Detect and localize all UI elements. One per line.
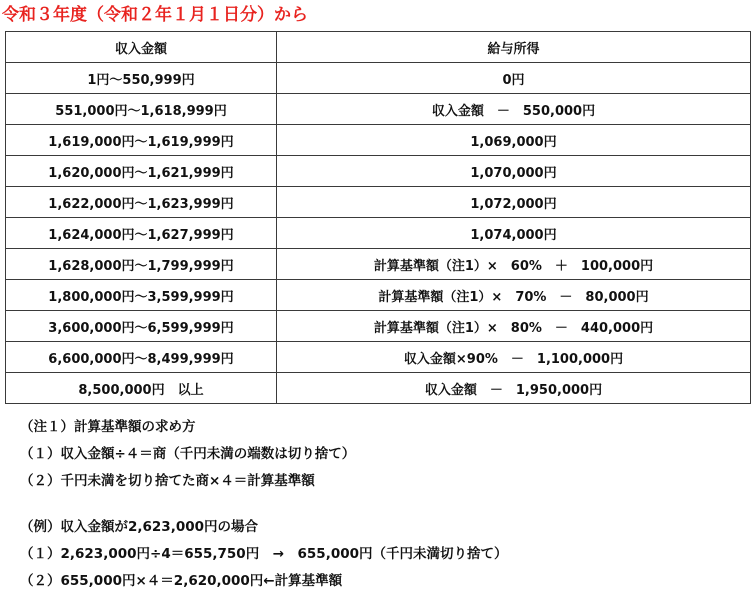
salary-income-cell: 計算基準額（注1）× 80% － 440,000円 — [277, 311, 751, 342]
salary-income-cell: 1,072,000円 — [277, 187, 751, 218]
table-row — [6, 280, 751, 311]
income-range-cell: 6,600,000円～8,499,999円 — [6, 342, 277, 373]
table-row — [6, 63, 751, 94]
income-range-cell: 1円～550,999円 — [6, 63, 277, 94]
table-row — [6, 156, 751, 187]
salary-income-table — [5, 31, 751, 404]
table-row — [6, 94, 751, 125]
income-range-cell: 1,619,000円～1,619,999円 — [6, 125, 277, 156]
page-title: 令和３年度（令和２年１月１日分）から — [2, 5, 308, 25]
table-row — [6, 342, 751, 373]
salary-income-cell: 収入金額 － 550,000円 — [277, 94, 751, 125]
income-range-cell: 3,600,000円～6,599,999円 — [6, 311, 277, 342]
table-row — [6, 373, 751, 404]
income-range-cell: 551,000円～1,618,999円 — [6, 94, 277, 125]
income-range-cell: 1,628,000円～1,799,999円 — [6, 249, 277, 280]
salary-income-cell: 0円 — [277, 63, 751, 94]
income-range-cell: 8,500,000円 以上 — [6, 373, 277, 404]
header-salary-income: 給与所得 — [277, 32, 751, 63]
salary-income-cell: 計算基準額（注1）× 60% ＋ 100,000円 — [277, 249, 751, 280]
salary-income-cell: 1,070,000円 — [277, 156, 751, 187]
note-heading: （注１）計算基準額の求め方 — [20, 419, 196, 435]
table-row — [6, 218, 751, 249]
income-range-cell: 1,620,000円～1,621,999円 — [6, 156, 277, 187]
note-step-2: （２）千円未満を切り捨てた商×４＝計算基準額 — [20, 473, 315, 489]
note-step-1: （１）収入金額÷４＝商（千円未満の端数は切り捨て） — [20, 446, 356, 462]
salary-income-cell: 1,069,000円 — [277, 125, 751, 156]
table-row — [6, 187, 751, 218]
table-row — [6, 125, 751, 156]
salary-income-cell: 収入金額 － 1,950,000円 — [277, 373, 751, 404]
table-row — [6, 311, 751, 342]
header-income-amount: 収入金額 — [6, 32, 277, 63]
notes-section — [20, 414, 750, 595]
salary-income-cell: 1,074,000円 — [277, 218, 751, 249]
income-range-cell: 1,624,000円～1,627,999円 — [6, 218, 277, 249]
spacer — [20, 495, 750, 514]
table-row — [6, 249, 751, 280]
example-step-1: （１）2,623,000円÷4＝655,750円 → 655,000円（千円未満切り捨て） — [20, 546, 508, 562]
example-heading: （例）収入金額が2,623,000円の場合 — [20, 519, 259, 535]
example-step-2: （２）655,000円×４＝2,620,000円←計算基準額 — [20, 573, 343, 589]
salary-income-cell: 収入金額×90% － 1,100,000円 — [277, 342, 751, 373]
table-header-row — [6, 32, 751, 63]
salary-income-cell: 計算基準額（注1）× 70% － 80,000円 — [277, 280, 751, 311]
income-range-cell: 1,622,000円～1,623,999円 — [6, 187, 277, 218]
income-range-cell: 1,800,000円～3,599,999円 — [6, 280, 277, 311]
